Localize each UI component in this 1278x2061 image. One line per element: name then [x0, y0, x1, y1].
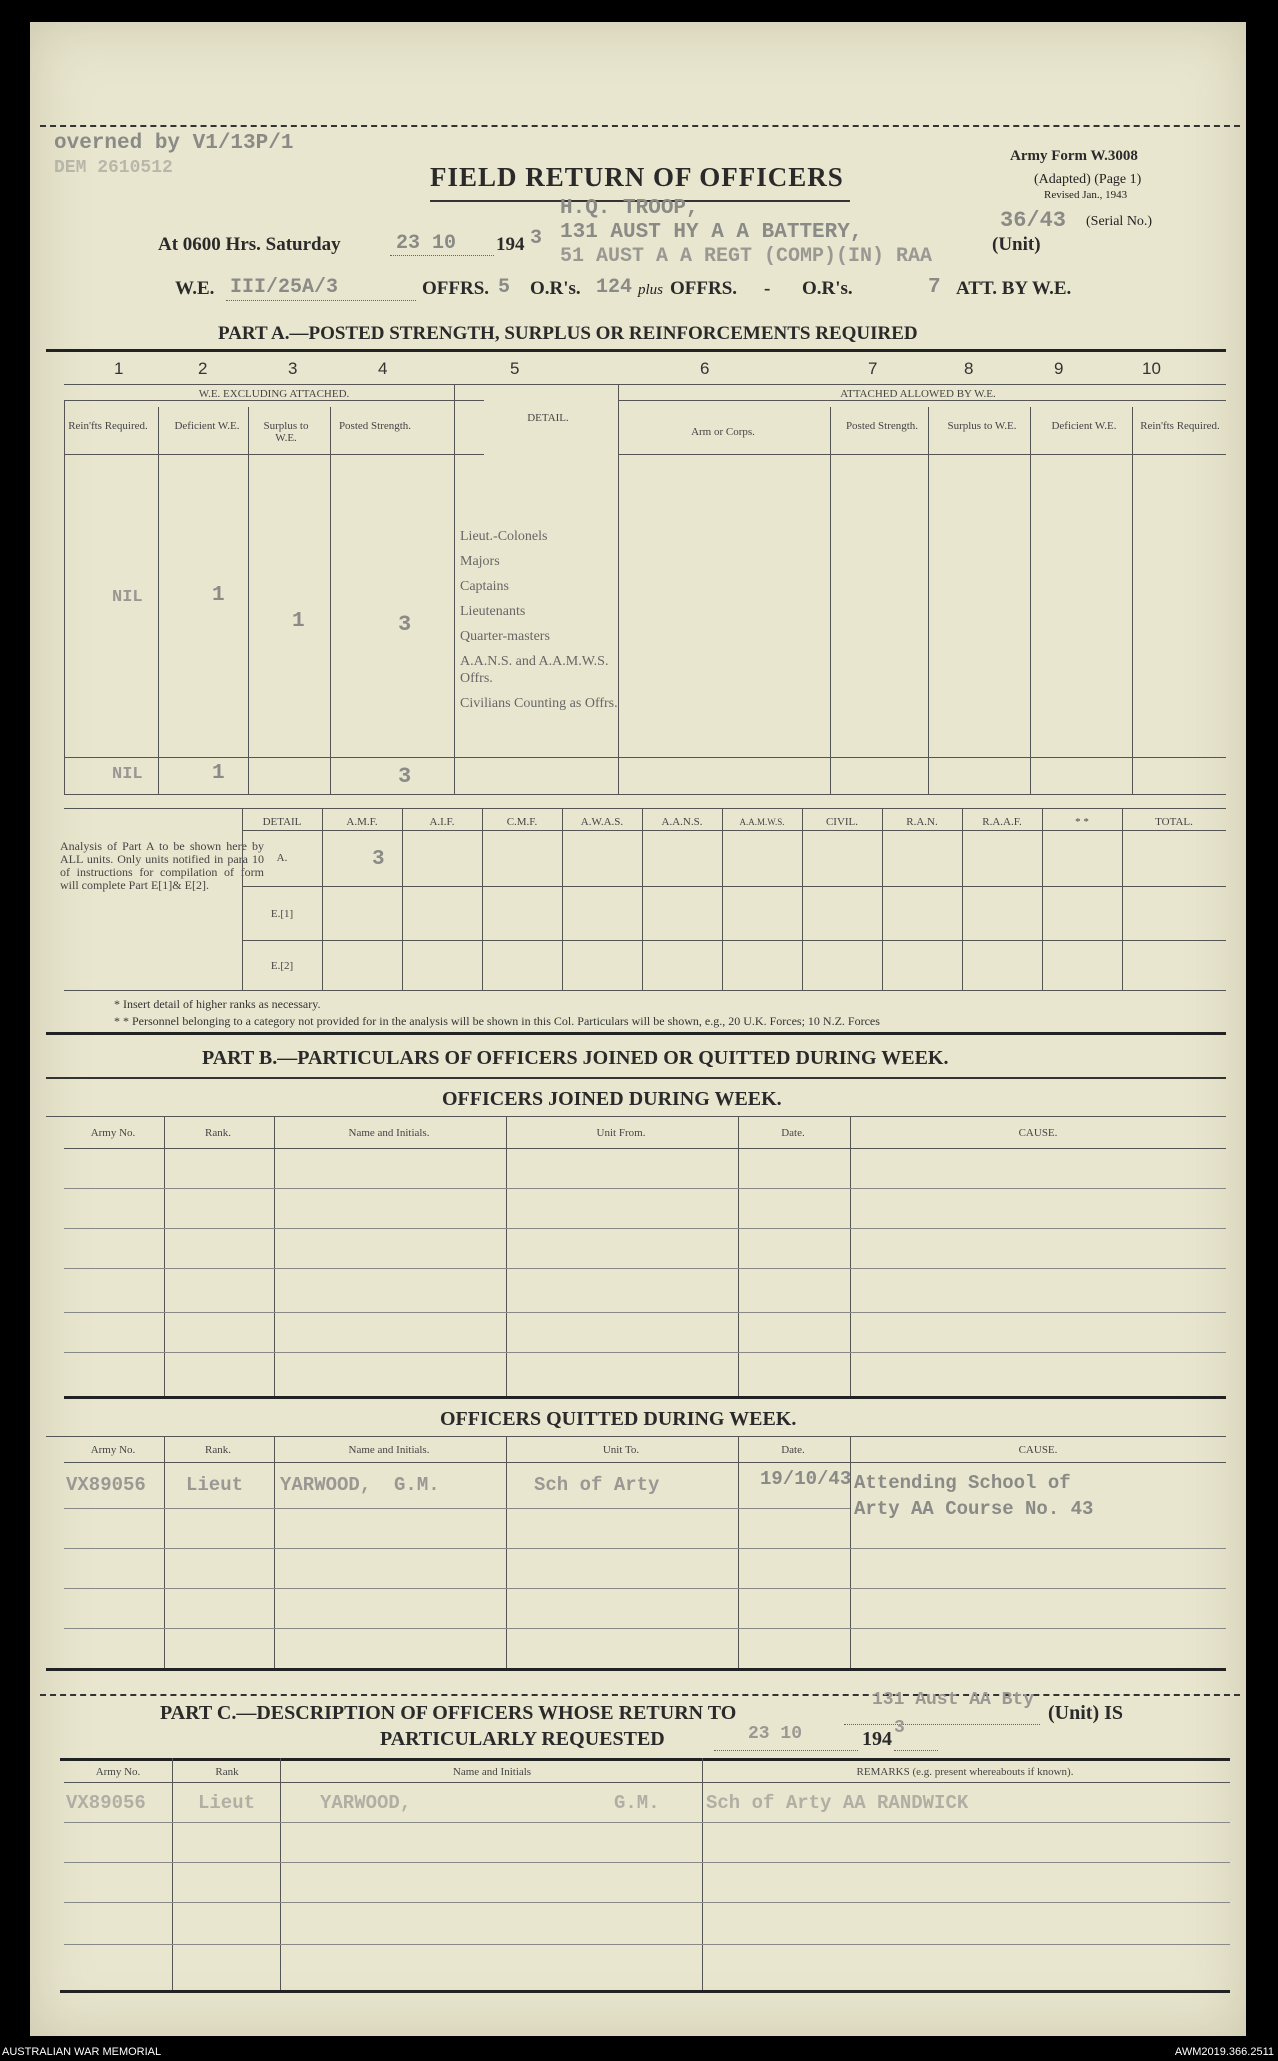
part-c-head-rank: Rank — [215, 1766, 239, 1778]
joined-head-armyno: Army No. — [90, 1127, 136, 1139]
joined-head-rank: Rank. — [205, 1127, 231, 1139]
part-c-initials: G.M. — [614, 1792, 660, 1814]
analysis-head-awas: A.W.A.S. — [580, 816, 624, 828]
reinfts-value: NIL — [112, 588, 143, 607]
col-num-5: 5 — [510, 359, 520, 378]
analysis-head-aans: A.A.N.S. — [661, 816, 703, 828]
analysis-head-civil: CIVIL. — [825, 816, 859, 828]
we-excluding-label: W.E. EXCLUDING ATTACHED. — [198, 388, 350, 400]
analysis-head-amf: A.M.F. — [346, 816, 378, 828]
top-perforation — [40, 125, 1240, 127]
we-value: III/25A/3 — [230, 276, 339, 299]
posted-value: 3 — [398, 612, 412, 637]
we-dotline — [226, 300, 416, 301]
quitted-name: YARWOOD, G.M. — [280, 1474, 440, 1496]
form-revised: Revised Jan., 1943 — [1044, 189, 1128, 201]
head-posted: Posted Strength. — [338, 420, 412, 432]
part-b-title: PART B.—PARTICULARS OF OFFICERS JOINED OR QUITTED DURING WEEK. — [202, 1047, 949, 1069]
footer-bar — [0, 2043, 1278, 2061]
quitted-head-date: Date. — [781, 1444, 805, 1456]
rank-civilians: Civilians Counting as Offrs. — [460, 696, 618, 711]
offrs2-value: - — [764, 278, 771, 299]
offrs-value: 5 — [498, 276, 511, 299]
head-underline-right — [618, 454, 1226, 455]
col-num-3: 3 — [288, 359, 298, 378]
part-c-remarks: Sch of Arty AA RANDWICK — [706, 1792, 969, 1814]
joined-head-name: Name and Initials. — [348, 1127, 430, 1139]
offrs2-label: OFFRS. — [670, 278, 738, 299]
quitted-date: 19/10/43 — [760, 1468, 852, 1490]
analysis-top — [64, 808, 1226, 809]
col-num-9: 9 — [1054, 359, 1064, 378]
analysis-head-aamws: A.A.M.W.S. — [739, 817, 785, 827]
head-detail: DETAIL. — [527, 412, 569, 424]
head-underline-left — [64, 454, 484, 455]
date-value: 23 10 — [396, 232, 457, 255]
unit-line-2: 131 AUST HY A A BATTERY, — [560, 221, 863, 244]
rank-majors: Majors — [460, 554, 500, 569]
rank-list — [460, 524, 620, 712]
total-posted: 3 — [398, 764, 412, 789]
part-c-name: YARWOOD, — [320, 1792, 412, 1814]
part-c-title-a: PART C.—DESCRIPTION OF OFFICERS WHOSE RETURN TO — [160, 1702, 737, 1724]
part-c-year: 3 — [894, 1718, 905, 1738]
att-label: ATT. BY W.E. — [956, 278, 1072, 299]
attached-label: ATTACHED ALLOWED BY W.E. — [840, 388, 996, 400]
time-label: At 0600 Hrs. Saturday — [158, 234, 341, 255]
ors2-value: 7 — [928, 276, 941, 299]
analysis-head-detail: DETAIL — [262, 816, 302, 828]
part-a-title: PART A.—POSTED STRENGTH, SURPLUS OR REINFORCEMENTS REQUIRED — [218, 323, 918, 344]
part-c-date: 23 10 — [748, 1724, 803, 1744]
analysis-head-cmf: C.M.F. — [506, 816, 538, 828]
ors-value: 124 — [596, 276, 633, 299]
total-deficient: 1 — [212, 762, 225, 785]
quitted-head-cause: CAUSE. — [1018, 1444, 1058, 1456]
analysis-head-raaf: R.A.A.F. — [982, 816, 1022, 828]
form-sheet — [30, 22, 1246, 2036]
analysis-head-total: TOTAL. — [1155, 816, 1193, 828]
offrs-label: OFFRS. — [422, 278, 490, 299]
joined-head-date: Date. — [781, 1127, 805, 1139]
quitted-armyno: VX89056 — [66, 1474, 146, 1496]
serial-label: (Serial No.) — [1086, 214, 1153, 229]
footnote-2: * * Personnel belonging to a category not provided for in the analysis will be shown in this Col. Particulars will be shown, e.g., 20 U.K. Forces; 10 N.Z. Forces — [114, 1014, 880, 1028]
part-c-head-armyno: Army No. — [95, 1766, 141, 1778]
analysis-row-e1: E.[1] — [270, 908, 294, 920]
analysis-row-e2: E.[2] — [270, 960, 294, 972]
part-c-rank: Lieut — [198, 1792, 256, 1814]
joined-title: OFFICERS JOINED DURING WEEK. — [442, 1088, 782, 1110]
quitted-head-armyno: Army No. — [90, 1444, 136, 1456]
analysis-note: Analysis of Part A to be shown here by ALL units. Only units notified in para 10 of instructions for compilation of form will complete Part E[1]& E[2]. — [60, 839, 264, 892]
footer-left: AUSTRALIAN WAR MEMORIAL — [2, 2046, 162, 2058]
plus-label: plus — [638, 282, 664, 298]
surplus-value: 1 — [292, 610, 305, 633]
col-num-7: 7 — [868, 359, 878, 378]
we-label: W.E. — [175, 278, 215, 299]
totals-rule — [64, 757, 1226, 758]
rank-lieutenants: Lieutenants — [460, 604, 526, 619]
head-reinfts-att: Rein'fts Required. — [1140, 420, 1220, 432]
analysis-head-aif: A.I.F. — [429, 816, 455, 828]
analysis-a-amf-value: 3 — [372, 848, 385, 871]
rank-captains: Captains — [460, 579, 509, 594]
year-value: 3 — [530, 227, 543, 250]
col-num-2: 2 — [198, 359, 208, 378]
joined-head-unit: Unit From. — [596, 1127, 646, 1139]
footnote-1: * Insert detail of higher ranks as necessary. — [114, 997, 321, 1011]
ors-label: O.R's. — [530, 278, 581, 299]
part-c-year-label: 194 — [862, 1728, 892, 1750]
form-number: Army Form W.3008 — [1010, 148, 1138, 164]
analysis-head-ran: R.A.N. — [906, 816, 938, 828]
quitted-cause-1: Attending School of — [854, 1472, 1071, 1494]
part-c-title-b: PARTICULARLY REQUESTED — [380, 1728, 665, 1750]
part-c-unit: 131 Aust AA Bty — [872, 1690, 1035, 1710]
serial-number: 36/43 — [1000, 208, 1067, 233]
we-excl-underline — [64, 400, 484, 401]
part-c-unit-label: (Unit) IS — [1048, 1702, 1124, 1724]
col-num-1: 1 — [114, 359, 124, 378]
col-num-10: 10 — [1142, 359, 1161, 378]
rank-quartermasters: Quarter-masters — [460, 629, 550, 644]
ors2-label: O.R's. — [802, 278, 853, 299]
quitted-head-unit: Unit To. — [602, 1444, 640, 1456]
quitted-unit: Sch of Arty — [534, 1474, 660, 1496]
head-posted-att: Posted Strength. — [845, 420, 919, 432]
unit-line-1: H.Q. TROOP, — [560, 197, 699, 220]
unit-label: (Unit) — [992, 234, 1041, 255]
quitted-head-rank: Rank. — [205, 1444, 231, 1456]
analysis-row-a: A. — [276, 852, 288, 864]
quitted-head-name: Name and Initials. — [348, 1444, 430, 1456]
head-surplus-att: Surplus to W.E. — [947, 420, 1017, 432]
form-adapted: (Adapted) (Page 1) — [1034, 172, 1142, 187]
joined-head-cause: CAUSE. — [1018, 1127, 1058, 1139]
quitted-title: OFFICERS QUITTED DURING WEEK. — [440, 1408, 797, 1430]
col-num-4: 4 — [378, 359, 388, 378]
analysis-head-other: * * — [1075, 816, 1089, 828]
rank-aans: A.A.N.S. and A.A.M.W.S. Offrs. — [460, 654, 609, 686]
deficient-value: 1 — [212, 584, 225, 607]
left-note-2: DEM 2610512 — [54, 158, 173, 178]
quitted-rank: Lieut — [186, 1474, 244, 1496]
col-num-6: 6 — [700, 359, 710, 378]
left-note: overned by V1/13P/1 — [54, 132, 294, 155]
attached-underline — [618, 400, 1226, 401]
part-a-rule — [46, 349, 1226, 352]
rank-lt-colonels: Lieut.-Colonels — [460, 529, 548, 544]
date-dotline — [390, 255, 494, 256]
form-title: FIELD RETURN OF OFFICERS — [430, 162, 844, 192]
col-num-8: 8 — [964, 359, 974, 378]
part-c-head-remarks: REMARKS (e.g. present whereabouts if known). — [856, 1766, 1074, 1778]
head-arm-corps: Arm or Corps. — [691, 426, 755, 438]
part-c-head-name: Name and Initials — [452, 1766, 532, 1778]
part-c-armyno: VX89056 — [66, 1792, 146, 1814]
head-deficient-att: Deficient W.E. — [1051, 420, 1117, 432]
total-reinfts: NIL — [112, 765, 143, 784]
head-surplus: Surplus to W.E. — [263, 420, 309, 444]
head-reinfts: Rein'fts Required. — [68, 420, 148, 432]
part-a-bottom — [64, 794, 1226, 795]
quitted-cause-2: Arty AA Course No. 43 — [854, 1498, 1094, 1520]
part-a-rule-2 — [64, 384, 1226, 385]
unit-line-3: 51 AUST A A REGT (COMP)(IN) RAA — [560, 245, 933, 268]
footer-right: AWM2019.366.2511 — [1174, 2046, 1274, 2058]
year-label: 194 — [496, 234, 525, 255]
head-deficient: Deficient W.E. — [174, 420, 240, 432]
